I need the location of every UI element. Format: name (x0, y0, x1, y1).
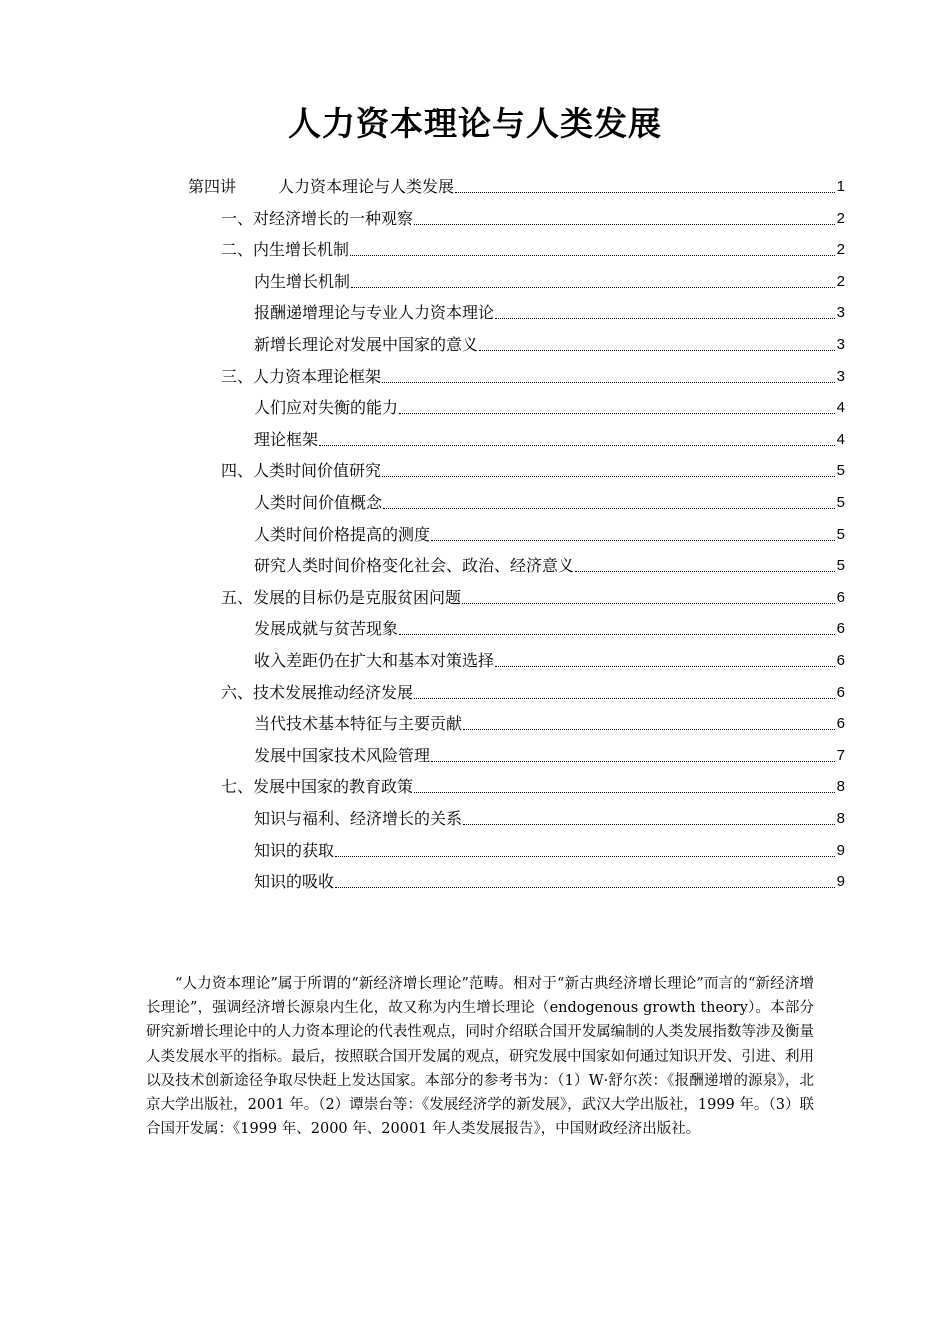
toc-leader-dots (495, 317, 835, 319)
toc-entry[interactable] (254, 482, 845, 514)
toc-entry[interactable] (221, 198, 845, 230)
toc-entry-label (254, 397, 398, 419)
toc-leader-dots (351, 286, 835, 288)
toc-page-number: 2 (836, 209, 845, 227)
toc-entry-label (221, 776, 413, 798)
toc-entry-label (254, 334, 478, 356)
toc-entry[interactable] (254, 545, 845, 577)
toc-entry-label (254, 271, 350, 293)
toc-entry-text: 五、发展的目标仍是克服贫困问题 (221, 587, 462, 607)
toc-entry-text: 一、对经济增长的一种观察 (221, 208, 414, 228)
toc-entry-text: 人类时间价值概念 (254, 493, 383, 512)
toc-entry[interactable] (221, 450, 845, 482)
toc-entry-text: 收入差距仍在扩大和基本对策选择 (254, 651, 495, 670)
toc-entry-text: 当代技术基本特征与主要贡献 (254, 714, 463, 734)
toc-page-number: 4 (836, 430, 845, 448)
toc-leader-dots (414, 697, 835, 699)
toc-entry[interactable] (221, 766, 845, 798)
toc-page-number: 4 (836, 399, 845, 417)
toc-leader-dots (382, 475, 835, 477)
toc-entry[interactable] (254, 735, 845, 767)
toc-page-number: 2 (836, 272, 845, 290)
toc-page-number: 3 (836, 367, 845, 385)
toc-entry-text: 二、内生增长机制 (221, 240, 350, 260)
toc-leader-dots (414, 791, 835, 793)
toc-page-number: 9 (836, 841, 845, 859)
toc-leader-dots (479, 349, 835, 351)
toc-page-number: 6 (836, 620, 845, 638)
toc-leader-dots (431, 760, 835, 762)
toc-leader-dots (463, 728, 835, 730)
toc-entry[interactable] (254, 292, 845, 324)
toc-leader-dots (319, 444, 835, 446)
toc-entry-prefix: 第四讲 (188, 177, 237, 196)
toc-entry[interactable] (254, 798, 845, 830)
toc-entry-text: 知识与福利、经济增长的关系 (254, 809, 463, 828)
toc-entry-label (221, 239, 349, 261)
toc-leader-dots (575, 570, 835, 572)
toc-entry-text: 知识的吸收 (254, 872, 335, 892)
toc-entry-text: 发展中国家技术风险管理 (254, 745, 431, 765)
toc-entry[interactable] (254, 861, 845, 893)
toc-page-number: 9 (836, 873, 845, 891)
toc-page-number: 5 (836, 525, 845, 543)
intro-paragraph: “人力资本理论”属于所谓的“新经济增长理论”范畴。相对于“新古典经济增长理论”而言的“新经济增长理论”，强调经济增长源泉内生化，故又称为内生增长理论（endogenous growth theory）。本部分研究新增长理论中的人力资本理论的代表性观点，同时介绍联合国开发属编制的人类发展指数等涉及衡量人类发展水平的指标。最后，按照联合国开发属的观点，研究发展中国家如何通过知识开发、引进、利用以及技术创新途径争取尽快赶上发达国家。本部分的参考书为：（1）W·舒尔茨：《报酬递增的源泉》，北京大学出版社，2001 年。（2）谭崇台等：《发展经济学的新发展》，武汉大学出版社，1999 年。（3）联合国开发属：《1999 年、2000 年、20001 年人类发展报告》，中国财政经济出版社。 (146, 976, 814, 1138)
toc-entry-text: 新增长理论对发展中国家的意义 (254, 335, 479, 354)
toc-entry[interactable] (254, 387, 845, 419)
toc-entry-label (221, 682, 413, 704)
toc-entry-label (254, 840, 334, 862)
toc-entry-text: 三、人力资本理论框架 (221, 366, 382, 386)
toc-entry-text: 研究人类时间价格变化社会、政治、经济意义 (254, 556, 575, 576)
toc-page-number: 6 (836, 588, 845, 606)
toc-page-number: 5 (836, 494, 845, 511)
toc-entry[interactable] (221, 356, 845, 388)
toc-leader-dots (399, 633, 835, 635)
toc-leader-dots (495, 665, 835, 667)
toc-entry-label (254, 618, 398, 640)
toc-page-number: 6 (836, 652, 845, 669)
toc-entry-text: 知识的获取 (254, 840, 335, 860)
toc-entry-text: 人类时间价格提高的测度 (254, 524, 431, 544)
toc-entry-label (254, 429, 318, 451)
toc-entry-label (254, 524, 430, 546)
toc-entry-label (221, 460, 381, 482)
toc-page-number: 1 (836, 178, 845, 195)
toc-leader-dots (335, 886, 835, 888)
toc-entry[interactable] (254, 640, 845, 672)
toc-entry[interactable] (254, 324, 845, 356)
toc-leader-dots (414, 223, 835, 225)
toc-page-number: 7 (836, 746, 845, 764)
toc-leader-dots (431, 539, 835, 541)
toc-entry-text: 六、技术发展推动经济发展 (221, 682, 414, 702)
toc-page-number: 8 (836, 778, 845, 796)
toc-page-number: 6 (836, 715, 845, 733)
toc-entry-label (221, 208, 413, 230)
toc-page-number: 8 (836, 810, 845, 827)
toc-page-number: 5 (836, 462, 845, 480)
toc-entry[interactable] (254, 703, 845, 735)
toc-leader-dots (399, 412, 835, 414)
toc-entry-label (254, 808, 462, 830)
toc-entry[interactable] (221, 672, 845, 704)
toc-entry-text: 发展成就与贫苦现象 (254, 619, 399, 639)
toc-entry[interactable] (221, 577, 845, 609)
toc-entry-label (221, 366, 381, 388)
toc-page-number: 5 (836, 557, 845, 575)
toc-entry-text: 理论框架 (254, 429, 319, 449)
toc-leader-dots (455, 191, 835, 193)
toc-entry[interactable] (254, 261, 845, 293)
toc-entry-label (254, 745, 430, 767)
toc-leader-dots (383, 507, 835, 509)
toc-page-number: 3 (836, 304, 845, 322)
toc-leader-dots (463, 823, 835, 825)
toc-entry[interactable] (254, 419, 845, 451)
toc-entry-label (254, 555, 574, 577)
toc-entry-text: 人们应对失衡的能力 (254, 398, 399, 418)
toc-entry[interactable] (254, 608, 845, 640)
toc-entry-text: 七、发展中国家的教育政策 (221, 777, 414, 797)
toc-entry[interactable] (221, 229, 845, 261)
toc-page-number: 6 (836, 683, 845, 701)
toc-leader-dots (335, 855, 835, 857)
toc-leader-dots (382, 381, 835, 383)
toc-entry-label (221, 587, 461, 609)
toc-entry-label (254, 302, 494, 324)
toc-entry-label (188, 176, 454, 198)
toc-page-number: 2 (836, 241, 845, 259)
toc-entry-text: 内生增长机制 (254, 271, 351, 291)
toc-entry[interactable] (188, 166, 845, 198)
toc-page-number: 3 (836, 336, 845, 353)
toc-entry-text: 四、人类时间价值研究 (221, 461, 382, 481)
toc-entry[interactable] (254, 514, 845, 546)
toc-entry-label (254, 650, 494, 672)
document-title: 人力资本理论与人类发展 (288, 104, 662, 143)
toc-entry-label (254, 492, 382, 514)
toc-entry-label (254, 713, 462, 735)
toc-entry-label (254, 871, 334, 893)
toc-entry[interactable] (254, 830, 845, 862)
toc-entry-text: 人力资本理论与人类发展 (278, 177, 455, 196)
toc-leader-dots (350, 254, 835, 256)
toc-entry-text: 报酬递增理论与专业人力资本理论 (254, 303, 495, 323)
toc-leader-dots (462, 602, 835, 604)
